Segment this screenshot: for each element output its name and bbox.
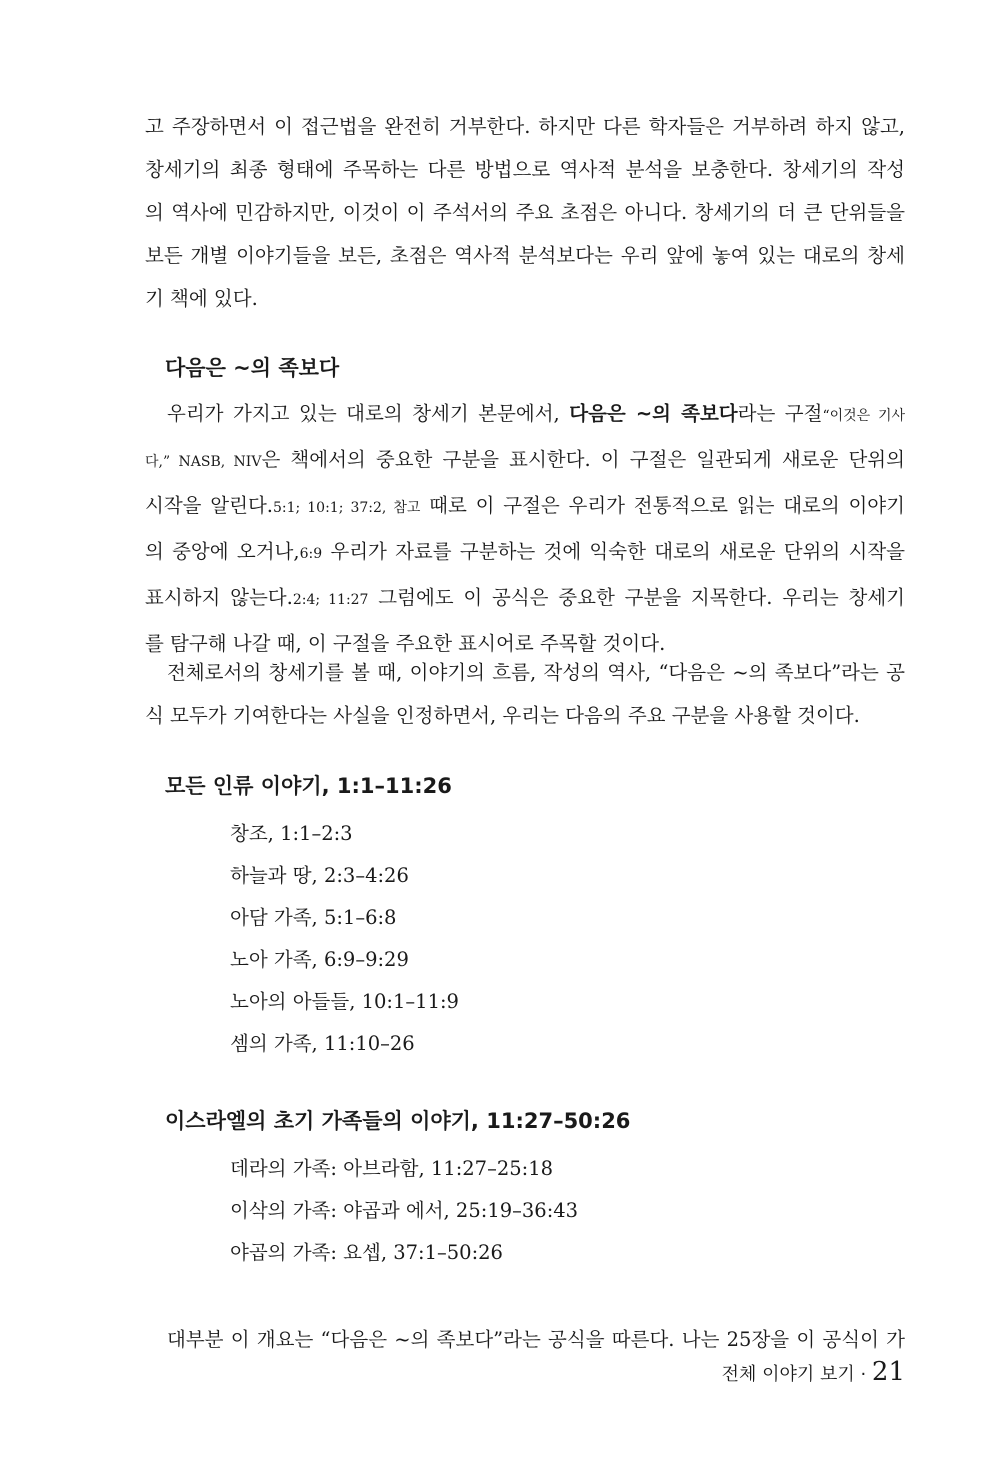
outline-item: 하늘과 땅, 2:3–4:26 xyxy=(230,864,409,887)
outline-item: 노아의 아들들, 10:1–11:9 xyxy=(230,990,459,1013)
verse-reference: 6:9 xyxy=(299,546,323,562)
text-line xyxy=(145,530,905,576)
page-footer xyxy=(722,1357,905,1387)
text-run: 의 중앙에 오거나, xyxy=(145,540,300,563)
paragraph-outline-note xyxy=(145,1318,905,1361)
outline-item: 이삭의 가족: 야곱과 에서, 25:19–36:43 xyxy=(230,1199,579,1222)
text-run: 때로 이 구절은 우리가 전통적으로 읽는 대로의 이야기 xyxy=(420,494,905,517)
text-run: 라는 구절 xyxy=(737,402,823,425)
page-number: 21 xyxy=(871,1357,905,1387)
verse-reference: 2:4; 11:27 xyxy=(292,592,369,608)
verse-reference: 5:1; 10:1; 37:2, 참고 xyxy=(273,500,421,516)
text-line: 대부분 이 개요는 “다음은 ~의 족보다”라는 공식을 따른다. 나는 25장을 이 공식이 가 xyxy=(167,1328,905,1351)
section-heading-genealogy: 다음은 ~의 족보다 xyxy=(165,356,340,380)
running-title: 전체 이야기 보기 · xyxy=(721,1364,872,1385)
text-line: 를 탐구해 나갈 때, 이 구절을 주요한 표시어로 주목할 것이다. xyxy=(145,632,666,655)
text-run: 우리가 가지고 있는 대로의 창세기 본문에서, xyxy=(167,402,570,425)
outline-heading-humanity: 모든 인류 이야기, 1:1–11:26 xyxy=(165,774,452,798)
text-line xyxy=(145,484,905,530)
outline-item: 창조, 1:1–2:3 xyxy=(230,822,353,845)
text-line: 고 주장하면서 이 접근법을 완전히 거부한다. 하지만 다른 학자들은 거부하려 하지 않고, xyxy=(145,115,905,138)
text-line: 의 역사에 민감하지만, 이것이 이 주석서의 주요 초점은 아니다. 창세기의 더 큰 단위들을 xyxy=(145,201,905,224)
paragraph-divisions xyxy=(145,651,905,737)
bold-phrase: 다음은 ~의 족보다 xyxy=(569,402,738,425)
text-line: 창세기의 최종 형태에 주목하는 다른 방법으로 역사적 분석을 보충한다. 창세기의 작성 xyxy=(145,158,905,181)
outline-heading-israel: 이스라엘의 초기 가족들의 이야기, 11:27–50:26 xyxy=(165,1109,631,1133)
outline-list-israel xyxy=(230,1148,578,1274)
text-run: 표시하지 않는다. xyxy=(145,586,293,609)
outline-item: 셈의 가족, 11:10–26 xyxy=(230,1032,415,1055)
outline-item: 노아 가족, 6:9–9:29 xyxy=(230,948,409,971)
text-run: 시작을 알린다. xyxy=(145,494,273,517)
text-line: 기 책에 있다. xyxy=(145,287,258,310)
text-run: 은 책에서의 중요한 구분을 표시한다. 이 구절은 일관되게 새로운 단위의 xyxy=(261,448,905,471)
text-run: 우리가 자료를 구분하는 것에 익숙한 대로의 새로운 단위의 시작을 xyxy=(322,540,905,563)
text-line xyxy=(145,392,905,438)
outline-item: 야곱의 가족: 요셉, 37:1–50:26 xyxy=(230,1241,503,1264)
text-line: 전체로서의 창세기를 볼 때, 이야기의 흐름, 작성의 역사, “다음은 ~의 족보다”라는 공 xyxy=(167,661,905,684)
outline-item: 아담 가족, 5:1–6:8 xyxy=(230,906,397,929)
text-line xyxy=(145,438,905,484)
text-line: 식 모두가 기여한다는 사실을 인정하면서, 우리는 다음의 주요 구분을 사용할 것이다. xyxy=(145,704,860,727)
text-run: 그럼에도 이 공식은 중요한 구분을 지목한다. 우리는 창세기 xyxy=(368,586,906,609)
text-line xyxy=(145,576,905,622)
paragraph-intro xyxy=(145,105,905,320)
paragraph-genealogy xyxy=(145,392,905,665)
translation-note: 다,” NASB, NIV xyxy=(145,454,262,470)
outline-item: 데라의 가족: 아브라함, 11:27–25:18 xyxy=(230,1157,554,1180)
outline-list-humanity xyxy=(230,813,459,1065)
text-line: 보든 개별 이야기들을 보든, 초점은 역사적 분석보다는 우리 앞에 놓여 있는 대로의 창세 xyxy=(145,244,905,267)
translation-note: “이것은 기사 xyxy=(822,408,905,424)
